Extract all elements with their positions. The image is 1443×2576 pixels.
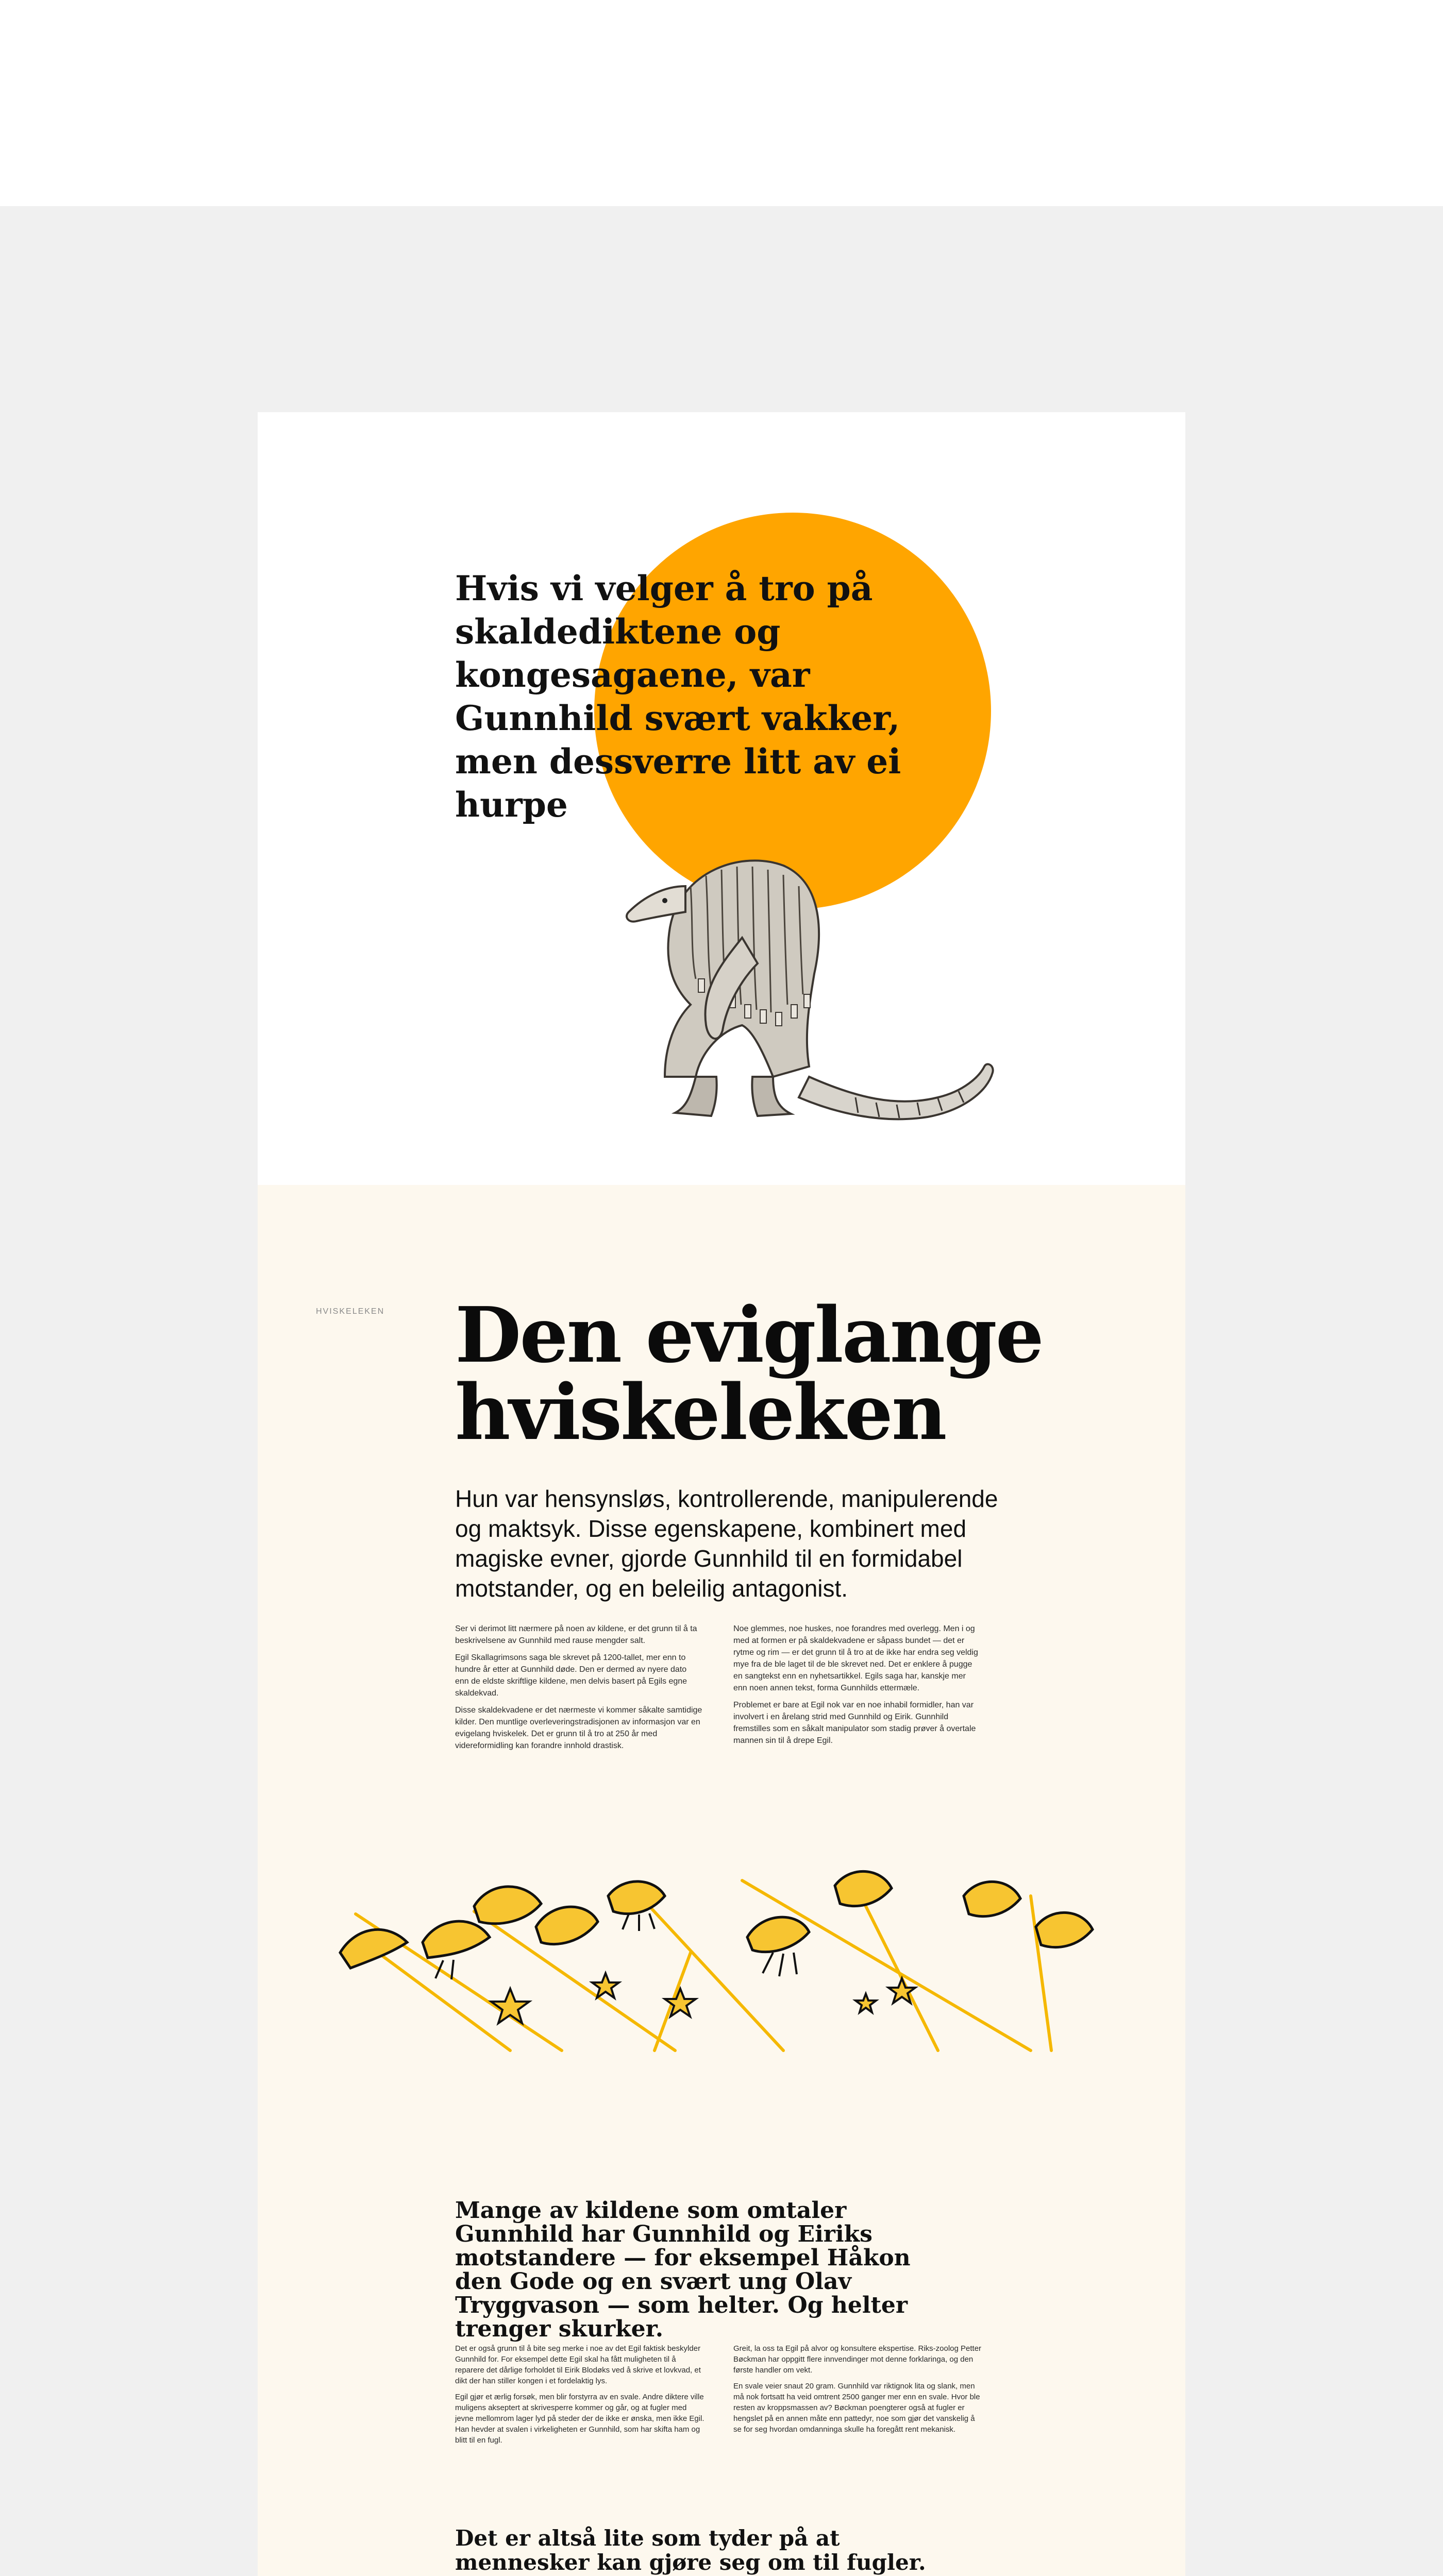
article-section — [258, 1185, 1185, 2576]
paragraph: Egil Skallagrimsons saga ble skrevet på 1200-tallet, mer enn to hundre år etter at Gunnhild døde. Den er dermed av nyere dato enn de eldste skriftlige kildene, men delvis basert på Egils egne skaldekvad. — [455, 1653, 687, 1698]
paragraph: Disse skaldekvadene er det nærmeste vi kommer såkalte samtidige kilder. Den muntlige overleveringstradisjonen av informasjon var en evigelang hviskelek. Det er grunn til å tro at 250 år med videreformidling kan forandre innhold drastisk. — [455, 1706, 702, 1750]
section1-left-column — [455, 1623, 702, 1757]
paragraph: Noe glemmes, noe huskes, noe forandres med overlegg. Men i og med at formen er på skaldekvadene er såpass bundet — det er rytme og rim — er det grunn til å tro at de ikke har endra seg veldig mye fra de ble laget til de ble skrevet ned. Det er enklere å pugge en sangtekst enn en nyhetsartikkel. Egils saga har, kanskje mer enn noen annen tekst, forma Gunnhilds ettermæle. — [733, 1624, 978, 1692]
article-title: Den eviglange hviskeleken — [455, 1290, 1043, 1457]
paragraph: Ser vi derimot litt nærmere på noen av kildene, er det grunn til å ta beskrivelsene av Gunnhild med rause mengder salt. — [455, 1624, 697, 1645]
paragraph: Problemet er bare at Egil nok var en noe inhabil formidler, han var involvert i en årelang strid med Gunnhild og Eirik. Gunnhild fremstilles som en såkalt manipulator som stadig prøver å overtale mannen sin til å drepe Egil. — [733, 1701, 976, 1745]
hero-section — [258, 412, 1185, 1185]
hero-quote: Hvis vi velger å tro på skaldediktene og kongesagaene, var Gunnhild svært vakker, men dessverre litt av ei hurpe — [455, 568, 901, 825]
paragraph: Greit, la oss ta Egil på alvor og konsultere ekspertise. Riks-zoolog Petter Bøckman har oppgitt flere innvendinger mot denne forklaringa, og den første handler om vekt. — [733, 2344, 982, 2375]
subheading-2: Det er altså lite som tyder på at mennesker kan gjøre seg om til fugler. — [455, 2526, 926, 2575]
subheading-1: Mange av kildene som omtaler Gunnhild har Gunnhild og Eiriks motstandere — for eksempel Håkon den Gode og en svært ung Olav Tryggvason — som helter. Og helter trenger skurker. — [455, 2197, 911, 2342]
section2-right-column — [733, 2343, 983, 2440]
top-bar — [0, 0, 1443, 206]
article-lede: Hun var hensynsløs, kontrollerende, manipulerende og maktsyk. Disse egenskapene, kombinert med magiske evner, gjorde Gunnhild til en formidabel motstander, og en beleilig antagonist. — [455, 1485, 998, 1602]
troll-creature-illustration — [588, 809, 1010, 1128]
section2-left-column — [455, 2343, 705, 2451]
section1-right-column — [733, 1623, 981, 1752]
section-kicker: HVISKELEKEN — [316, 1307, 385, 1316]
yellow-flying-birds-illustration — [320, 1865, 1123, 2061]
paragraph: Egil gjør et ærlig forsøk, men blir forstyrra av en svale. Andre diktere ville muligens akseptert at skrivesperre kommer og går, og at fugler med jevne mellomrom lager lyd på steder der de ikke er ønska, men ikke Egil. Han hevder at svalen i virkeligheten er Gunnhild, som har skifta ham og blitt til en fugl. — [455, 2393, 704, 2445]
paragraph: En svale veier snaut 20 gram. Gunnhild var riktignok lita og slank, men må nok fortsatt ha veid omtrent 2500 ganger mer enn en svale. Hvor ble resten av kroppsmassen av? Bøckman poengterer også at fugler er hengslet på en annen måte enn pattedyr, noe som gjør det vanskelig å se for seg hvordan omdanninga skulle ha foregått rent mekanisk. — [733, 2382, 980, 2434]
paragraph: Det er også grunn til å bite seg merke i noe av det Egil faktisk beskylder Gunnhild for. For eksempel dette Egil skal ha fått muligheten til å reparere det dårlige forholdet til Eirik Blodøks ved å skrive et lovkvad, et dikt der han stiller kongen i et fordelaktig lys. — [455, 2344, 701, 2385]
